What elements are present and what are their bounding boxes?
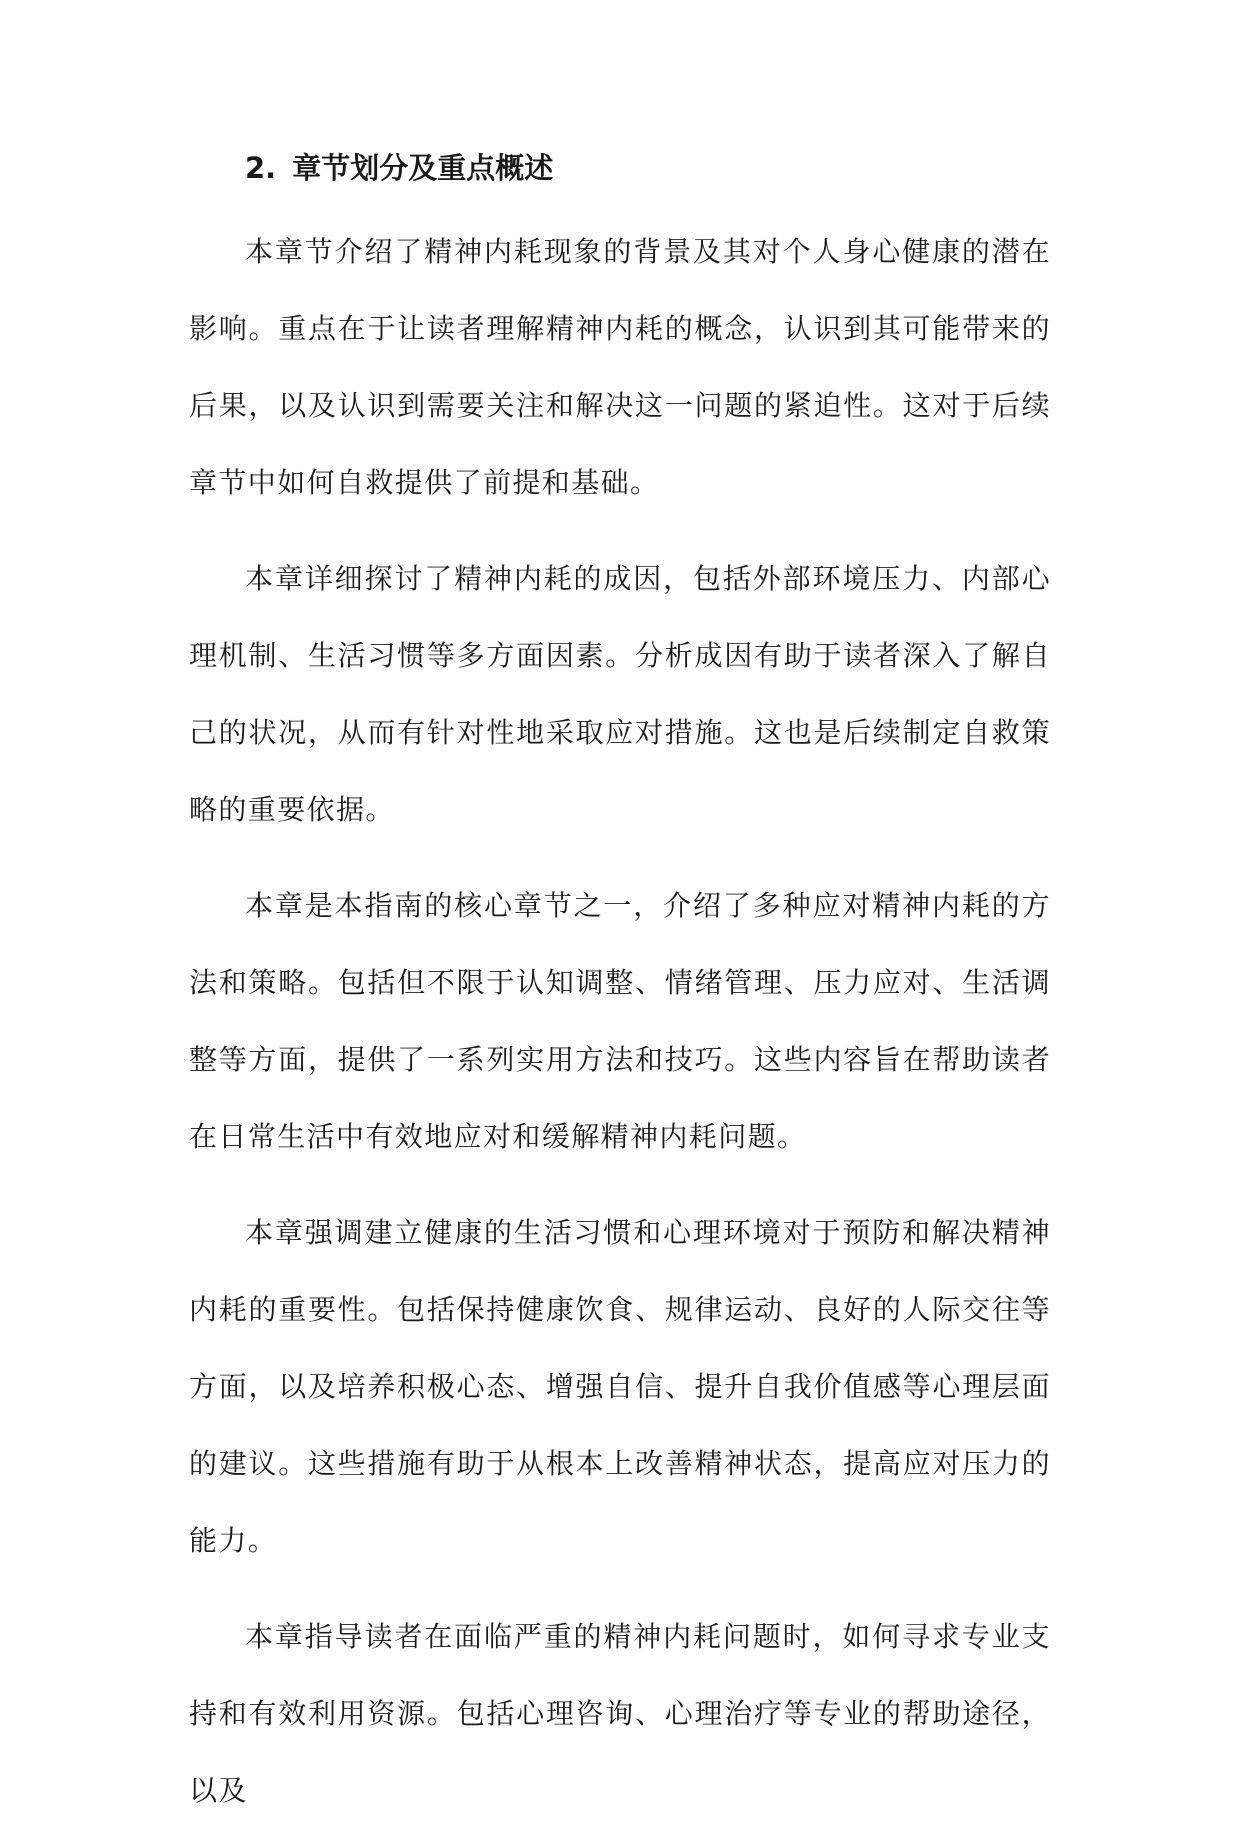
paragraph-chapter-1: 本章节介绍了精神内耗现象的背景及其对个人身心健康的潜在影响。重点在于让读者理解精神内耗的概念，认识到其可能带来的后果，以及认识到需要关注和解决这一问题的紧迫性。这对于后续章节中如何自救提供了前提和基础。: [189, 235, 1051, 499]
section-title: 章节划分及重点概述: [292, 151, 554, 185]
section-number: 2.: [245, 151, 277, 185]
paragraph-chapter-5: 本章指导读者在面临严重的精神内耗问题时，如何寻求专业支持和有效利用资源。包括心理咨询、心理治疗等专业的帮助途径，以及: [189, 1620, 1051, 1807]
section-heading: [245, 148, 1085, 188]
paragraph-chapter-3: 本章是本指南的核心章节之一，介绍了多种应对精神内耗的方法和策略。包括但不限于认知调整、情绪管理、压力应对、生活调整等方面，提供了一系列实用方法和技巧。这些内容旨在帮助读者在日常生活中有效地应对和缓解精神内耗问题。: [189, 889, 1051, 1153]
paragraph-chapter-2: 本章详细探讨了精神内耗的成因，包括外部环境压力、内部心理机制、生活习惯等多方面因素。分析成因有助于读者深入了解自己的状况，从而有针对性地采取应对措施。这也是后续制定自救策略的重要依据。: [189, 562, 1051, 826]
paragraph-chapter-4: 本章强调建立健康的生活习惯和心理环境对于预防和解决精神内耗的重要性。包括保持健康饮食、规律运动、良好的人际交往等方面，以及培养积极心态、增强自信、提升自我价值感等心理层面的建议。这些措施有助于从根本上改善精神状态，提高应对压力的能力。: [189, 1216, 1051, 1557]
body-text: [189, 213, 1051, 1848]
